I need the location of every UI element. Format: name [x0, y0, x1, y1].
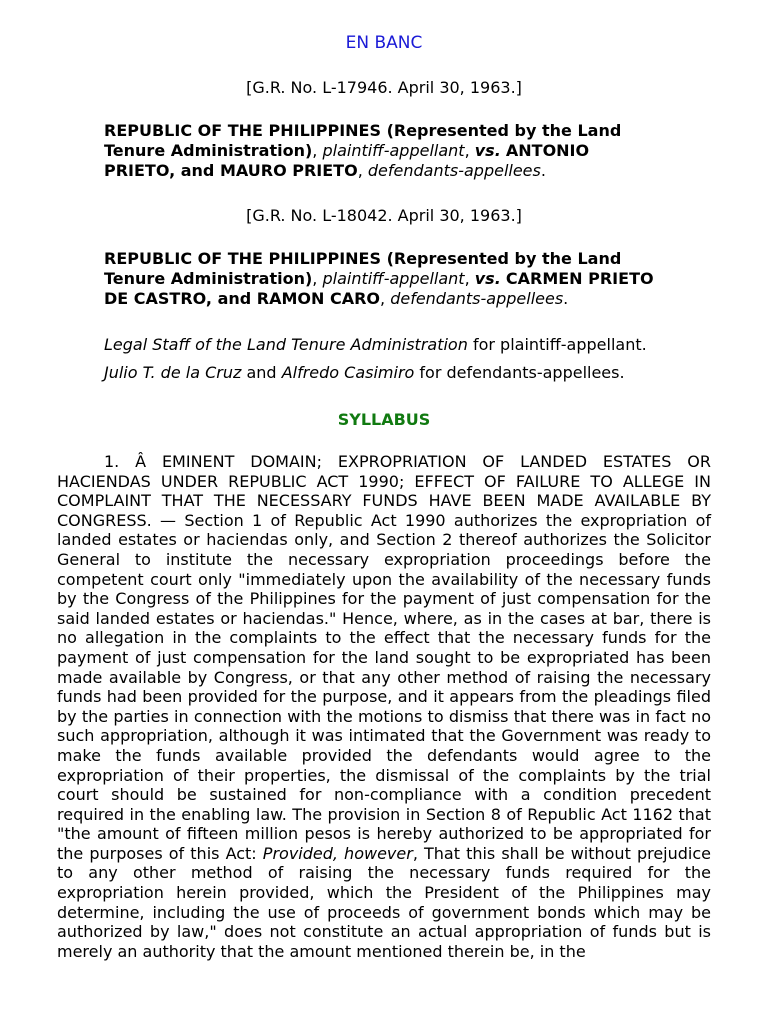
- defendants-names: ANTONIO PRIETO, and MAURO PRIETO: [104, 141, 590, 180]
- plaintiff-role: plaintiff-appellant: [322, 269, 465, 288]
- defendants-role: defendants-appellees: [390, 289, 564, 308]
- defendant-counsel-name-2: Alfredo Casimiro: [281, 363, 415, 382]
- court-division-heading: EN BANC: [345, 33, 423, 53]
- case-caption-2: REPUBLIC OF THE PHILIPPINES (Represented by the Land Tenure Administration), plaintiff-appellant, vs. CARMEN PRIETO DE CASTRO, and RAMON CARO, defendants-appellees.: [104, 249, 654, 308]
- plaintiff-counsel-suffix: for plaintiff-appellant.: [472, 335, 647, 354]
- case-caption-1: REPUBLIC OF THE PHILIPPINES (Represented by the Land Tenure Administration), plaintiff-appellant, vs. ANTONIO PRIETO, and MAURO PRIETO, defendants-appellees.: [104, 121, 622, 180]
- defendant-counsel-name-1: Julio T. de la Cruz: [104, 363, 242, 382]
- gr-number-case-2: [G.R. No. L-18042. April 30, 1963.]: [246, 206, 522, 225]
- defendant-counsel-line: [104, 363, 724, 383]
- gr-number-case-1: [G.R. No. L-17946. April 30, 1963.]: [246, 78, 522, 97]
- conjunction: and: [246, 363, 277, 382]
- syllabus-text-italic: Provided, however: [262, 843, 413, 863]
- defendant-counsel-suffix: for defendants-appellees.: [419, 363, 625, 382]
- syllabus-text-tail: , That this shall be without prejudice to any other method of raising the necessary funds required for the expropriation herein provided, which the President of the Philippines may determine, including the use of proceeds of government bonds which may be authorized by law," does not constitute an actual appropriation of funds but is merely an authority that the amount mentioned therein be, in the: [57, 843, 711, 961]
- plaintiff-name: REPUBLIC OF THE PHILIPPINES (Represented by the Land Tenure Administration): [104, 121, 622, 160]
- plaintiff-role: plaintiff-appellant: [322, 141, 465, 160]
- defendants-role: defendants-appellees: [367, 161, 541, 180]
- syllabus-heading: SYLLABUS: [337, 410, 431, 429]
- syllabus-item-1: [57, 452, 711, 961]
- versus-label: vs.: [474, 141, 501, 160]
- plaintiff-counsel-name: Legal Staff of the Land Tenure Administration: [104, 335, 468, 354]
- plaintiff-name: REPUBLIC OF THE PHILIPPINES (Represented by the Land Tenure Administration): [104, 249, 622, 288]
- versus-label: vs.: [474, 269, 501, 288]
- syllabus-text-lead: 1. Â EMINENT DOMAIN; EXPROPRIATION OF LANDED ESTATES OR HACIENDAS UNDER REPUBLIC ACT 1990; EFFECT OF FAILURE TO ALLEGE IN COMPLAINT THAT THE NECESSARY FUNDS HAVE BEEN MADE AVAILABLE BY CONGRESS. — Section 1 of Republic Act 1990 authorizes the expropriation of landed estates or haciendas only, and Section 2 thereof authorizes the Solicitor General to institute the necessary expropriation proceedings before the competent court only "immediately upon the availability of the necessary funds by the Congress of the Philippines for the payment of just compensation for the said landed estates or haciendas." Hence, where, as in the cases at bar, there is no allegation in the complaints to the effect that the necessary funds for the payment of just compensation for the land sought to be expropriated has been made available by Congress, or that any other method of raising the necessary funds had been provided for the purpose, and it appears from the pleadings filed by the parties in connection with the motions to dismiss that there was in fact no such appropriation, although it was intimated that the Government was ready to make the funds available provided the defendants would agree to the expropriation of their properties, the dismissal of the complaints by the trial court should be sustained for non-compliance with a condition precedent required in the enabling law. The provision in Section 8 of Republic Act 1162 that "the amount of fifteen million pesos is hereby authorized to be appropriated for the purposes of this Act:: [57, 452, 711, 863]
- defendants-names: CARMEN PRIETO DE CASTRO, and RAMON CARO: [104, 269, 654, 308]
- plaintiff-counsel-line: [104, 335, 724, 355]
